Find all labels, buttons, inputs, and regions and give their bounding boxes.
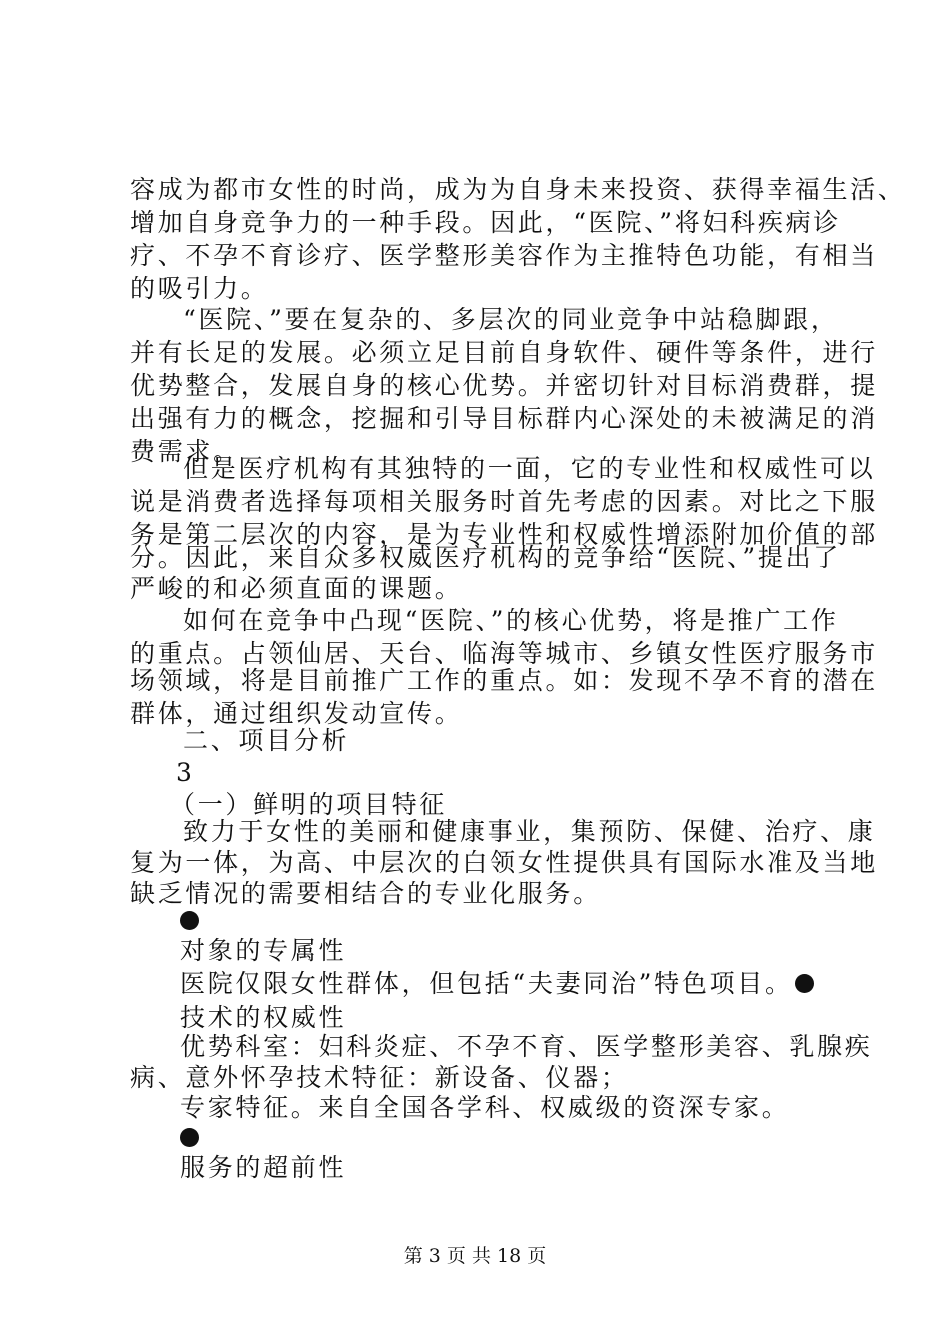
text-line: 疗、不孕不育诊疗、医学整形美容作为主推特色功能，有相当 (130, 241, 878, 270)
text-line: 务是第二层次的内容，是为专业性和权威性增添附加价值的部 (130, 520, 878, 549)
text-line: 致力于女性的美丽和健康事业，集预防、保健、治疗、康 (183, 817, 876, 846)
text-line: 说是消费者选择每项相关服务时首先考虑的因素。对比之下服 (130, 487, 878, 516)
text-line: 严峻的和必须直面的课题。 (130, 574, 463, 603)
text-line: 病、意外怀孕技术特征：新设备、仪器； (130, 1063, 629, 1092)
text-line: 技术的权威性 (180, 1003, 347, 1032)
text-line: 对象的专属性 (180, 936, 347, 965)
text-line: 并有长足的发展。必须立足目前自身软件、硬件等条件，进行 (130, 338, 878, 367)
page-footer: 第 3 页 共 18 页 (403, 1245, 547, 1267)
text-line: “医院、”要在复杂的、多层次的同业竞争中站稳脚跟， (183, 305, 839, 334)
text-line: 缺乏情况的需要相结合的专业化服务。 (130, 879, 601, 908)
text-line: 专家特征。来自全国各学科、权威级的资深专家。 (180, 1093, 790, 1122)
bullet-icon (795, 974, 814, 993)
text-line: 复为一体，为高、中层次的白领女性提供具有国际水准及当地 (130, 848, 878, 877)
text-line: 出强有力的概念，挖掘和引导目标群内心深处的未被满足的消 (130, 404, 878, 433)
text-span: 医院仅限女性群体，但包括“夫妻同治”特色项目。 (180, 969, 793, 998)
text-line: 但是医疗机构有其独特的一面，它的专业性和权威性可以 (183, 454, 876, 483)
text-line: 服务的超前性 (180, 1153, 347, 1182)
text-line: 如何在竞争中凸现“医院、”的核心优势，将是推广工作 (183, 606, 839, 635)
bullet-line (180, 904, 199, 938)
text-line: 优势科室：妇科炎症、不孕不育、医学整形美容、乳腺疾 (180, 1032, 873, 1061)
bullet-line (180, 1121, 199, 1155)
text-line: 的重点。占领仙居、天台、临海等城市、乡镇女性医疗服务市 (130, 639, 878, 668)
text-line: 的吸引力。 (130, 274, 269, 303)
section-heading: 二、项目分析 (183, 726, 350, 755)
text-line: 群体，通过组织发动宣传。 (130, 699, 463, 728)
text-line: 增加自身竞争力的一种手段。因此，“医院、”将妇科疾病诊 (130, 208, 841, 237)
bullet-icon (180, 911, 199, 930)
text-line: 分。因此，来自众多权威医疗机构的竞争给“医院、”提出了 (130, 543, 841, 572)
text-line: 容成为都市女性的时尚，成为为自身未来投资、获得幸福生活、 (130, 175, 906, 204)
text-line: 场领域，将是目前推广工作的重点。如：发现不孕不育的潜在 (130, 666, 878, 695)
text-line (180, 967, 814, 1001)
bullet-icon (180, 1128, 199, 1147)
subsection-heading: （一）鲜明的项目特征 (170, 790, 448, 819)
page-fragment-number: 3 (176, 758, 195, 787)
text-line: 优势整合，发展自身的核心优势。并密切针对目标消费群，提 (130, 371, 878, 400)
text-line: 费需求。 (130, 437, 241, 466)
